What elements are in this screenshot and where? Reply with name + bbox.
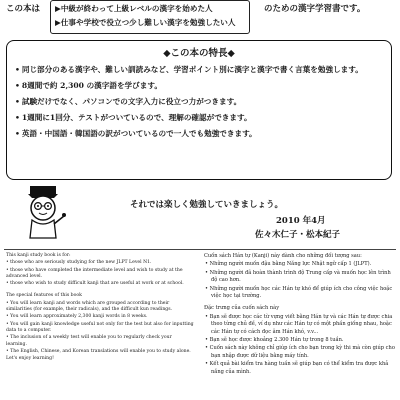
feature-item: • 1週間に1回分、テストがついているので、理解の確認ができます。 <box>15 113 252 122</box>
english-audience-item: • those who are seriously studying for the new JLPT Level N1. <box>6 260 152 266</box>
mascot-illustration <box>20 182 68 242</box>
date: 2010 年4月 <box>276 216 326 226</box>
vietnamese-feature-item: • Bạn sẽ học được khoảng 2.300 Hán tự trong 8 tuần. <box>205 337 344 344</box>
audience-box <box>50 0 250 34</box>
audience-item: ▶中級が終わって上級レベルの漢字を始めた人 <box>55 4 213 13</box>
feature-item: • 同じ部分のある漢字や、難しい訓読みなど、学習ポイント別に漢字と漢字で書く言葉を勉強します。 <box>15 65 363 74</box>
english-feature-item: • You will learn kanji and words which are grouped according to their similarities (for example, their radicals), and the difficult kun readings. <box>6 300 173 313</box>
english-audience-item: • those who wish to study difficult kanji that are useful at work or at school. <box>6 281 184 287</box>
english-audience-item: • those who have completed the intermediate level and wish to study at the advanced level. <box>6 267 183 279</box>
features-box <box>6 40 392 180</box>
closing-message: それでは楽しく勉強していきましょう。 <box>130 200 284 210</box>
english-feature-item: • You will gain kanji knowledge useful not only for the test but also for inputting data to a computer. <box>6 321 194 333</box>
english-feature-item: • The English, Chinese, and Korean translations will enable you to study alone. <box>6 348 191 354</box>
english-column <box>6 253 194 363</box>
feature-item: • 試験だけでなく、パソコンでの文字入力に役立つ力がつきます。 <box>15 97 242 106</box>
intro-section <box>6 0 366 40</box>
english-closing: Let's enjoy learning! <box>6 356 54 362</box>
vietnamese-audience-item: • Những người muốn học các Hán tự khó để giúp ích cho công việc hoặc việc học tại trường. <box>205 285 393 300</box>
authors: 佐々木仁子・松本紀子 <box>255 230 341 240</box>
audience-item: ▶仕事や学校で役立つ少し難しい漢字を勉強したい人 <box>55 18 236 27</box>
english-features-heading: The special features of this book <box>6 293 82 299</box>
feature-item: • 英語・中国語・韓国語の訳がついているので一人でも勉強できます。 <box>15 129 257 138</box>
intro-prefix: この本は <box>6 4 41 14</box>
english-feature-item: • You will learn approximately 2,300 kanji words in 8 weeks. <box>6 314 148 320</box>
feature-item: • 8週間で約 2,300 の漢字語を学びます。 <box>15 81 162 90</box>
divider <box>4 249 396 250</box>
vietnamese-feature-item: • Bạn sẽ được học các từ vựng viết bằng Hán tự và các Hán tự được chia theo từng chủ đề, ví dụ như các Hán tự có một phần giống nhau, hoặc các Hán tự có cách đọc âm Hán khó, v.v... <box>205 313 393 335</box>
intro-suffix: のための漢字学習書です。 <box>264 4 366 14</box>
english-heading: This kanji study book is for: <box>6 253 71 258</box>
vietnamese-feature-item: • Cuốn sách này không chỉ giúp ích cho bạn trong kỳ thi mà còn giúp cho bạn nhập được dữ liệu bằng máy tính. <box>205 345 395 359</box>
vietnamese-heading: Cuốn sách Hán tự (Kanji) này dành cho những đối tượng sau: <box>204 253 362 259</box>
english-feature-item: • The inclusion of a weekly test will enable you to regularly check your learning. <box>6 335 172 347</box>
vietnamese-audience-item: • Những người đã hoàn thành trình độ Trung cấp và muốn học lên trình độ cao hơn. <box>205 269 391 284</box>
vietnamese-column <box>204 253 396 377</box>
vietnamese-features-heading: Đặc trưng của cuốn sách này <box>204 305 280 312</box>
features-title: ◆この本の特長◆ <box>163 48 235 59</box>
vietnamese-audience-item: • Những người muốn đậu bằng Năng lực Nhật ngữ cấp 1 (JLPT). <box>205 261 372 268</box>
vietnamese-feature-item: • Kết quả bài kiểm tra hàng tuần sẽ giúp bạn có thể kiểm tra được khả năng của mình. <box>205 361 389 375</box>
